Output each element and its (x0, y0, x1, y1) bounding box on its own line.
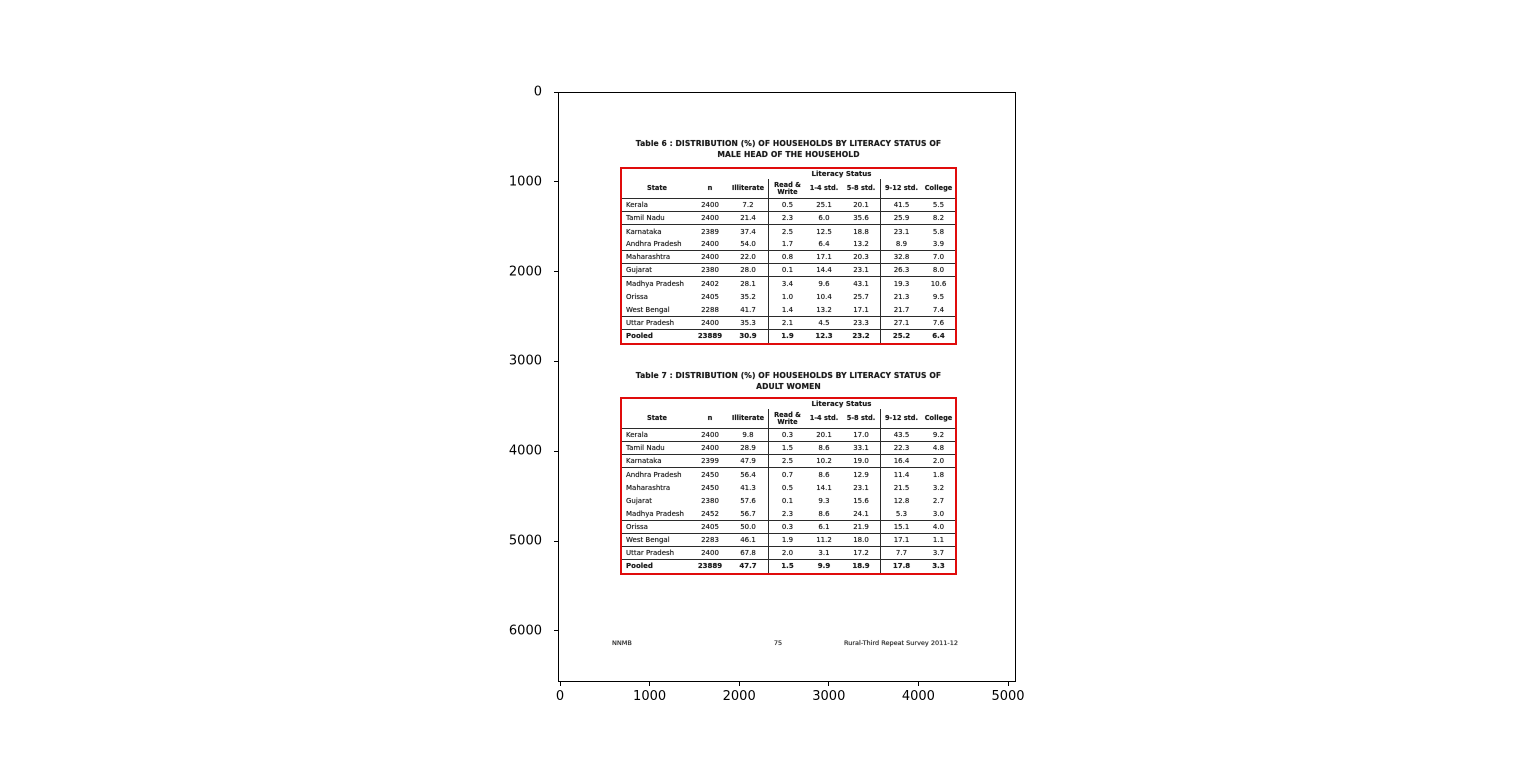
value-cell: 2405 (701, 522, 719, 531)
value-cell: 17.1 (816, 253, 832, 262)
table-row (622, 455, 955, 468)
value-cell: 21.7 (880, 304, 922, 316)
state-cell: Maharashtra (626, 483, 671, 492)
x-axis-tick-label: 5000 (991, 689, 1025, 704)
y-axis-tick-label (0, 534, 550, 549)
value-cell: 7.0 (932, 253, 945, 262)
value-cell: 18.8 (853, 227, 869, 236)
value-cell: 54.0 (740, 240, 756, 249)
value-cell: 1.1 (932, 535, 945, 544)
column-header: 9-12 std. (880, 409, 922, 428)
state-cell: Madhya Pradesh (626, 280, 684, 288)
column-header: n (707, 414, 713, 422)
value-cell: 2400 (701, 444, 719, 453)
state-cell: Pooled (626, 562, 653, 571)
value-cell: 43.1 (853, 280, 869, 288)
state-cell: Gujarat (626, 496, 653, 505)
value-cell: 23.1 (853, 483, 869, 492)
value-cell: 0.3 (768, 429, 806, 441)
y-tick-text: 6000 (508, 623, 542, 639)
value-cell: 2450 (701, 483, 719, 492)
value-cell: 2399 (701, 457, 719, 466)
column-header: 1-4 std. (809, 184, 839, 192)
y-axis-tick (554, 271, 558, 272)
value-cell: 0.5 (768, 481, 806, 494)
y-axis-tick-label (0, 264, 550, 279)
table7-column-headers (622, 409, 955, 429)
value-cell: 2.3 (768, 212, 806, 224)
y-axis-tick-label (0, 623, 550, 638)
y-tick-text: 0 (533, 84, 542, 100)
value-cell: 13.2 (853, 240, 869, 249)
table-row (622, 534, 955, 547)
value-cell: 2380 (701, 266, 719, 275)
value-cell: 2283 (701, 535, 719, 544)
table-row (622, 251, 955, 264)
value-cell: 2.0 (932, 457, 945, 466)
value-cell: 0.3 (768, 521, 806, 533)
y-tick-text: 3000 (508, 353, 542, 369)
state-cell: Kerala (626, 201, 648, 210)
x-axis-tick-label: 3000 (812, 689, 846, 704)
value-cell: 47.7 (739, 562, 757, 571)
table-row (622, 429, 955, 442)
x-axis-tick-label: 2000 (722, 689, 756, 704)
table6-title (620, 139, 957, 160)
table6-column-headers (622, 179, 955, 199)
y-tick-text: 4000 (508, 443, 542, 459)
value-cell: 2.3 (768, 507, 806, 519)
value-cell: 5.5 (932, 201, 945, 210)
value-cell: 1.4 (768, 304, 806, 316)
value-cell: 32.8 (880, 251, 922, 263)
table-row (622, 199, 955, 212)
column-header: Read & Write (768, 409, 806, 428)
y-axis-tick (554, 541, 558, 542)
table7-group-header: Literacy Status (811, 400, 872, 408)
footer-page-number: 75 (773, 639, 783, 647)
state-cell: Andhra Pradesh (626, 240, 682, 249)
value-cell: 23889 (697, 562, 723, 571)
value-cell: 10.6 (930, 280, 947, 288)
y-axis-tick-label (0, 85, 550, 100)
value-cell: 9.2 (932, 431, 945, 440)
value-cell: 17.2 (853, 548, 869, 557)
value-cell: 35.6 (853, 214, 869, 223)
value-cell: 14.4 (816, 266, 832, 275)
value-cell: 9.8 (742, 431, 754, 440)
value-cell: 23.2 (852, 332, 870, 341)
table6-group-header: Literacy Status (811, 170, 872, 178)
table-row (622, 481, 955, 494)
value-cell: 17.0 (853, 431, 869, 440)
value-cell: 15.6 (853, 496, 869, 505)
value-cell: 1.7 (768, 238, 806, 250)
value-cell: 26.3 (880, 264, 922, 276)
value-cell: 46.1 (740, 535, 756, 544)
state-cell: West Bengal (626, 535, 670, 544)
x-axis-tick (828, 682, 829, 686)
value-cell: 17.1 (880, 534, 922, 546)
value-cell: 8.2 (932, 214, 945, 223)
value-cell: 2400 (701, 253, 719, 262)
value-cell: 8.6 (818, 470, 830, 479)
y-axis-tick (554, 451, 558, 452)
table-row (622, 547, 955, 560)
value-cell: 2.1 (768, 317, 806, 329)
state-cell: Gujarat (626, 266, 653, 275)
value-cell: 20.1 (816, 431, 832, 440)
value-cell: 9.3 (818, 496, 830, 505)
value-cell: 1.9 (768, 534, 806, 546)
value-cell: 28.1 (740, 280, 756, 288)
y-axis-tick-label (0, 444, 550, 459)
value-cell: 12.8 (880, 494, 922, 507)
value-cell: 7.4 (932, 305, 945, 314)
value-cell: 9.5 (932, 293, 945, 302)
y-axis-tick (554, 92, 558, 93)
y-tick-text: 1000 (508, 174, 542, 190)
value-cell: 2389 (701, 227, 719, 236)
value-cell: 12.9 (853, 470, 869, 479)
value-cell: 20.1 (853, 201, 869, 210)
value-cell: 3.4 (768, 277, 806, 290)
y-tick-text: 5000 (508, 533, 542, 549)
state-cell: Karnataka (626, 227, 662, 236)
x-axis-tick (649, 682, 650, 686)
value-cell: 19.3 (880, 277, 922, 290)
x-axis-tick (918, 682, 919, 686)
column-header: 1-4 std. (809, 414, 839, 422)
value-cell: 4.8 (932, 444, 945, 453)
value-cell: 11.2 (816, 535, 832, 544)
value-cell: 2400 (701, 214, 719, 223)
state-cell: Maharashtra (626, 253, 671, 262)
value-cell: 43.5 (880, 429, 922, 441)
value-cell: 2.7 (932, 496, 945, 505)
value-cell: 25.7 (853, 293, 869, 302)
value-cell: 2400 (701, 431, 719, 440)
value-cell: 15.1 (880, 521, 922, 533)
value-cell: 8.0 (932, 266, 945, 275)
value-cell: 25.9 (880, 212, 922, 224)
table-row (622, 494, 955, 507)
value-cell: 56.4 (740, 470, 756, 479)
value-cell: 6.4 (932, 332, 945, 341)
value-cell: 1.8 (932, 470, 945, 479)
value-cell: 9.9 (817, 562, 831, 571)
table-row (622, 521, 955, 534)
table-row (622, 507, 955, 520)
value-cell: 24.1 (853, 509, 869, 518)
value-cell: 8.9 (880, 238, 922, 250)
footer-organization: NNMB (612, 639, 632, 647)
value-cell: 18.0 (853, 535, 869, 544)
value-cell: 3.3 (932, 562, 945, 571)
table-row (622, 330, 955, 343)
column-header: College (924, 184, 953, 192)
value-cell: 2400 (701, 548, 719, 557)
table-row (622, 238, 955, 251)
table-row (622, 560, 955, 573)
value-cell: 0.5 (768, 199, 806, 211)
table7-title (620, 371, 957, 392)
value-cell: 28.0 (740, 266, 756, 275)
column-header: Illiterate (731, 414, 765, 422)
state-cell: Orissa (626, 293, 648, 302)
column-header: n (707, 184, 713, 192)
table-row (622, 442, 955, 455)
value-cell: 2400 (701, 318, 719, 327)
value-cell: 12.3 (815, 332, 833, 341)
state-cell: Karnataka (626, 457, 662, 466)
value-cell: 23889 (697, 332, 723, 341)
footer-survey-name: Rural-Third Repeat Survey 2011-12 (844, 639, 958, 647)
value-cell: 1.0 (768, 291, 806, 304)
value-cell: 9.6 (818, 280, 830, 288)
value-cell: 18.9 (852, 562, 870, 571)
state-cell: Madhya Pradesh (626, 509, 684, 518)
state-cell: West Bengal (626, 305, 670, 314)
value-cell: 21.9 (853, 522, 869, 531)
value-cell: 5.3 (880, 507, 922, 519)
value-cell: 30.9 (739, 332, 757, 341)
column-header: 5-8 std. (846, 184, 876, 192)
value-cell: 2400 (701, 240, 719, 249)
y-axis-tick-label (0, 354, 550, 369)
value-cell: 22.3 (880, 442, 922, 454)
column-header: State (647, 414, 667, 422)
value-cell: 47.9 (740, 457, 756, 466)
value-cell: 2452 (701, 509, 719, 518)
x-axis-tick-label: 4000 (901, 689, 935, 704)
value-cell: 7.2 (742, 201, 754, 210)
value-cell: 8.6 (818, 444, 830, 453)
state-cell: Uttar Pradesh (626, 548, 675, 557)
value-cell: 21.4 (740, 214, 756, 223)
y-axis-tick-label (0, 174, 550, 189)
column-header: 5-8 std. (846, 414, 876, 422)
value-cell: 41.7 (740, 305, 756, 314)
table-row (622, 304, 955, 317)
value-cell: 3.2 (932, 483, 945, 492)
value-cell: 2.5 (768, 225, 806, 238)
value-cell: 0.8 (768, 251, 806, 263)
table-row (622, 277, 955, 290)
state-cell: Tamil Nadu (626, 214, 665, 223)
x-axis-tick-label: 0 (555, 689, 565, 704)
value-cell: 25.1 (816, 201, 832, 210)
value-cell: 1.9 (768, 330, 806, 343)
table6-title-line2: MALE HEAD OF THE HOUSEHOLD (717, 149, 860, 159)
value-cell: 6.0 (818, 214, 830, 223)
state-cell: Tamil Nadu (626, 444, 665, 453)
value-cell: 1.5 (768, 560, 806, 573)
value-cell: 25.2 (880, 330, 922, 343)
table-row (622, 212, 955, 225)
table7-title-line1: Table 7 : DISTRIBUTION (%) OF HOUSEHOLDS BY LITERACY STATUS OF (635, 371, 942, 380)
value-cell: 1.5 (768, 442, 806, 454)
value-cell: 23.3 (853, 318, 869, 327)
x-axis-tick (560, 682, 561, 686)
value-cell: 2288 (701, 305, 719, 314)
column-header: 9-12 std. (880, 179, 922, 198)
value-cell: 22.0 (740, 253, 756, 262)
table7-body (622, 429, 955, 573)
value-cell: 19.0 (853, 457, 869, 466)
state-cell: Kerala (626, 431, 648, 440)
value-cell: 33.1 (853, 444, 869, 453)
value-cell: 2405 (701, 293, 719, 302)
value-cell: 2402 (701, 280, 719, 288)
value-cell: 67.8 (740, 548, 756, 557)
value-cell: 35.2 (740, 293, 756, 302)
value-cell: 2400 (701, 201, 719, 210)
value-cell: 17.8 (880, 560, 922, 573)
table-6-literacy-male-head (620, 167, 957, 345)
value-cell: 23.1 (853, 266, 869, 275)
value-cell: 37.4 (740, 227, 756, 236)
value-cell: 3.7 (932, 548, 945, 557)
table-7-literacy-adult-women (620, 397, 957, 575)
table-row (622, 291, 955, 304)
y-axis-tick (554, 181, 558, 182)
value-cell: 3.0 (932, 509, 945, 518)
value-cell: 5.8 (932, 227, 945, 236)
table7-title-line2: ADULT WOMEN (756, 381, 821, 391)
value-cell: 7.6 (932, 318, 945, 327)
value-cell: 41.5 (880, 199, 922, 211)
value-cell: 6.1 (818, 522, 830, 531)
value-cell: 17.1 (853, 305, 869, 314)
value-cell: 2380 (701, 496, 719, 505)
state-cell: Orissa (626, 522, 648, 531)
value-cell: 57.6 (740, 496, 756, 505)
table6-body (622, 199, 955, 343)
x-axis-tick-label: 1000 (633, 689, 667, 704)
value-cell: 56.7 (740, 509, 756, 518)
value-cell: 21.5 (880, 481, 922, 494)
column-header: Illiterate (731, 184, 765, 192)
value-cell: 27.1 (880, 317, 922, 329)
table-row (622, 225, 955, 238)
value-cell: 12.5 (816, 227, 832, 236)
value-cell: 16.4 (880, 455, 922, 467)
value-cell: 50.0 (740, 522, 756, 531)
value-cell: 4.0 (932, 522, 945, 531)
column-header: College (924, 414, 953, 422)
table6-title-line1: Table 6 : DISTRIBUTION (%) OF HOUSEHOLDS BY LITERACY STATUS OF (635, 139, 942, 148)
table-row (622, 264, 955, 277)
value-cell: 8.6 (818, 509, 830, 518)
state-cell: Andhra Pradesh (626, 470, 682, 479)
value-cell: 10.4 (816, 293, 832, 302)
value-cell: 2.5 (768, 455, 806, 467)
value-cell: 4.5 (818, 318, 830, 327)
value-cell: 2450 (701, 470, 719, 479)
value-cell: 7.7 (880, 547, 922, 559)
value-cell: 0.1 (768, 264, 806, 276)
value-cell: 11.4 (880, 468, 922, 481)
value-cell: 10.2 (816, 457, 832, 466)
value-cell: 20.3 (853, 253, 869, 262)
column-header: State (647, 184, 667, 192)
value-cell: 41.3 (740, 483, 756, 492)
value-cell: 13.2 (816, 305, 832, 314)
value-cell: 0.1 (768, 494, 806, 507)
value-cell: 21.3 (880, 291, 922, 304)
value-cell: 3.1 (818, 548, 830, 557)
table-row (622, 317, 955, 330)
state-cell: Pooled (626, 332, 653, 341)
column-header: Read & Write (768, 179, 806, 198)
value-cell: 3.9 (932, 240, 945, 249)
y-axis-tick (554, 630, 558, 631)
value-cell: 2.0 (768, 547, 806, 559)
x-axis-tick (739, 682, 740, 686)
y-axis-tick (554, 361, 558, 362)
value-cell: 28.9 (740, 444, 756, 453)
y-tick-text: 2000 (508, 264, 542, 280)
table-row (622, 468, 955, 481)
value-cell: 23.1 (880, 225, 922, 238)
value-cell: 14.1 (816, 483, 832, 492)
value-cell: 0.7 (768, 468, 806, 481)
x-axis-tick (1008, 682, 1009, 686)
value-cell: 35.3 (740, 318, 756, 327)
value-cell: 6.4 (818, 240, 830, 249)
state-cell: Uttar Pradesh (626, 318, 675, 327)
